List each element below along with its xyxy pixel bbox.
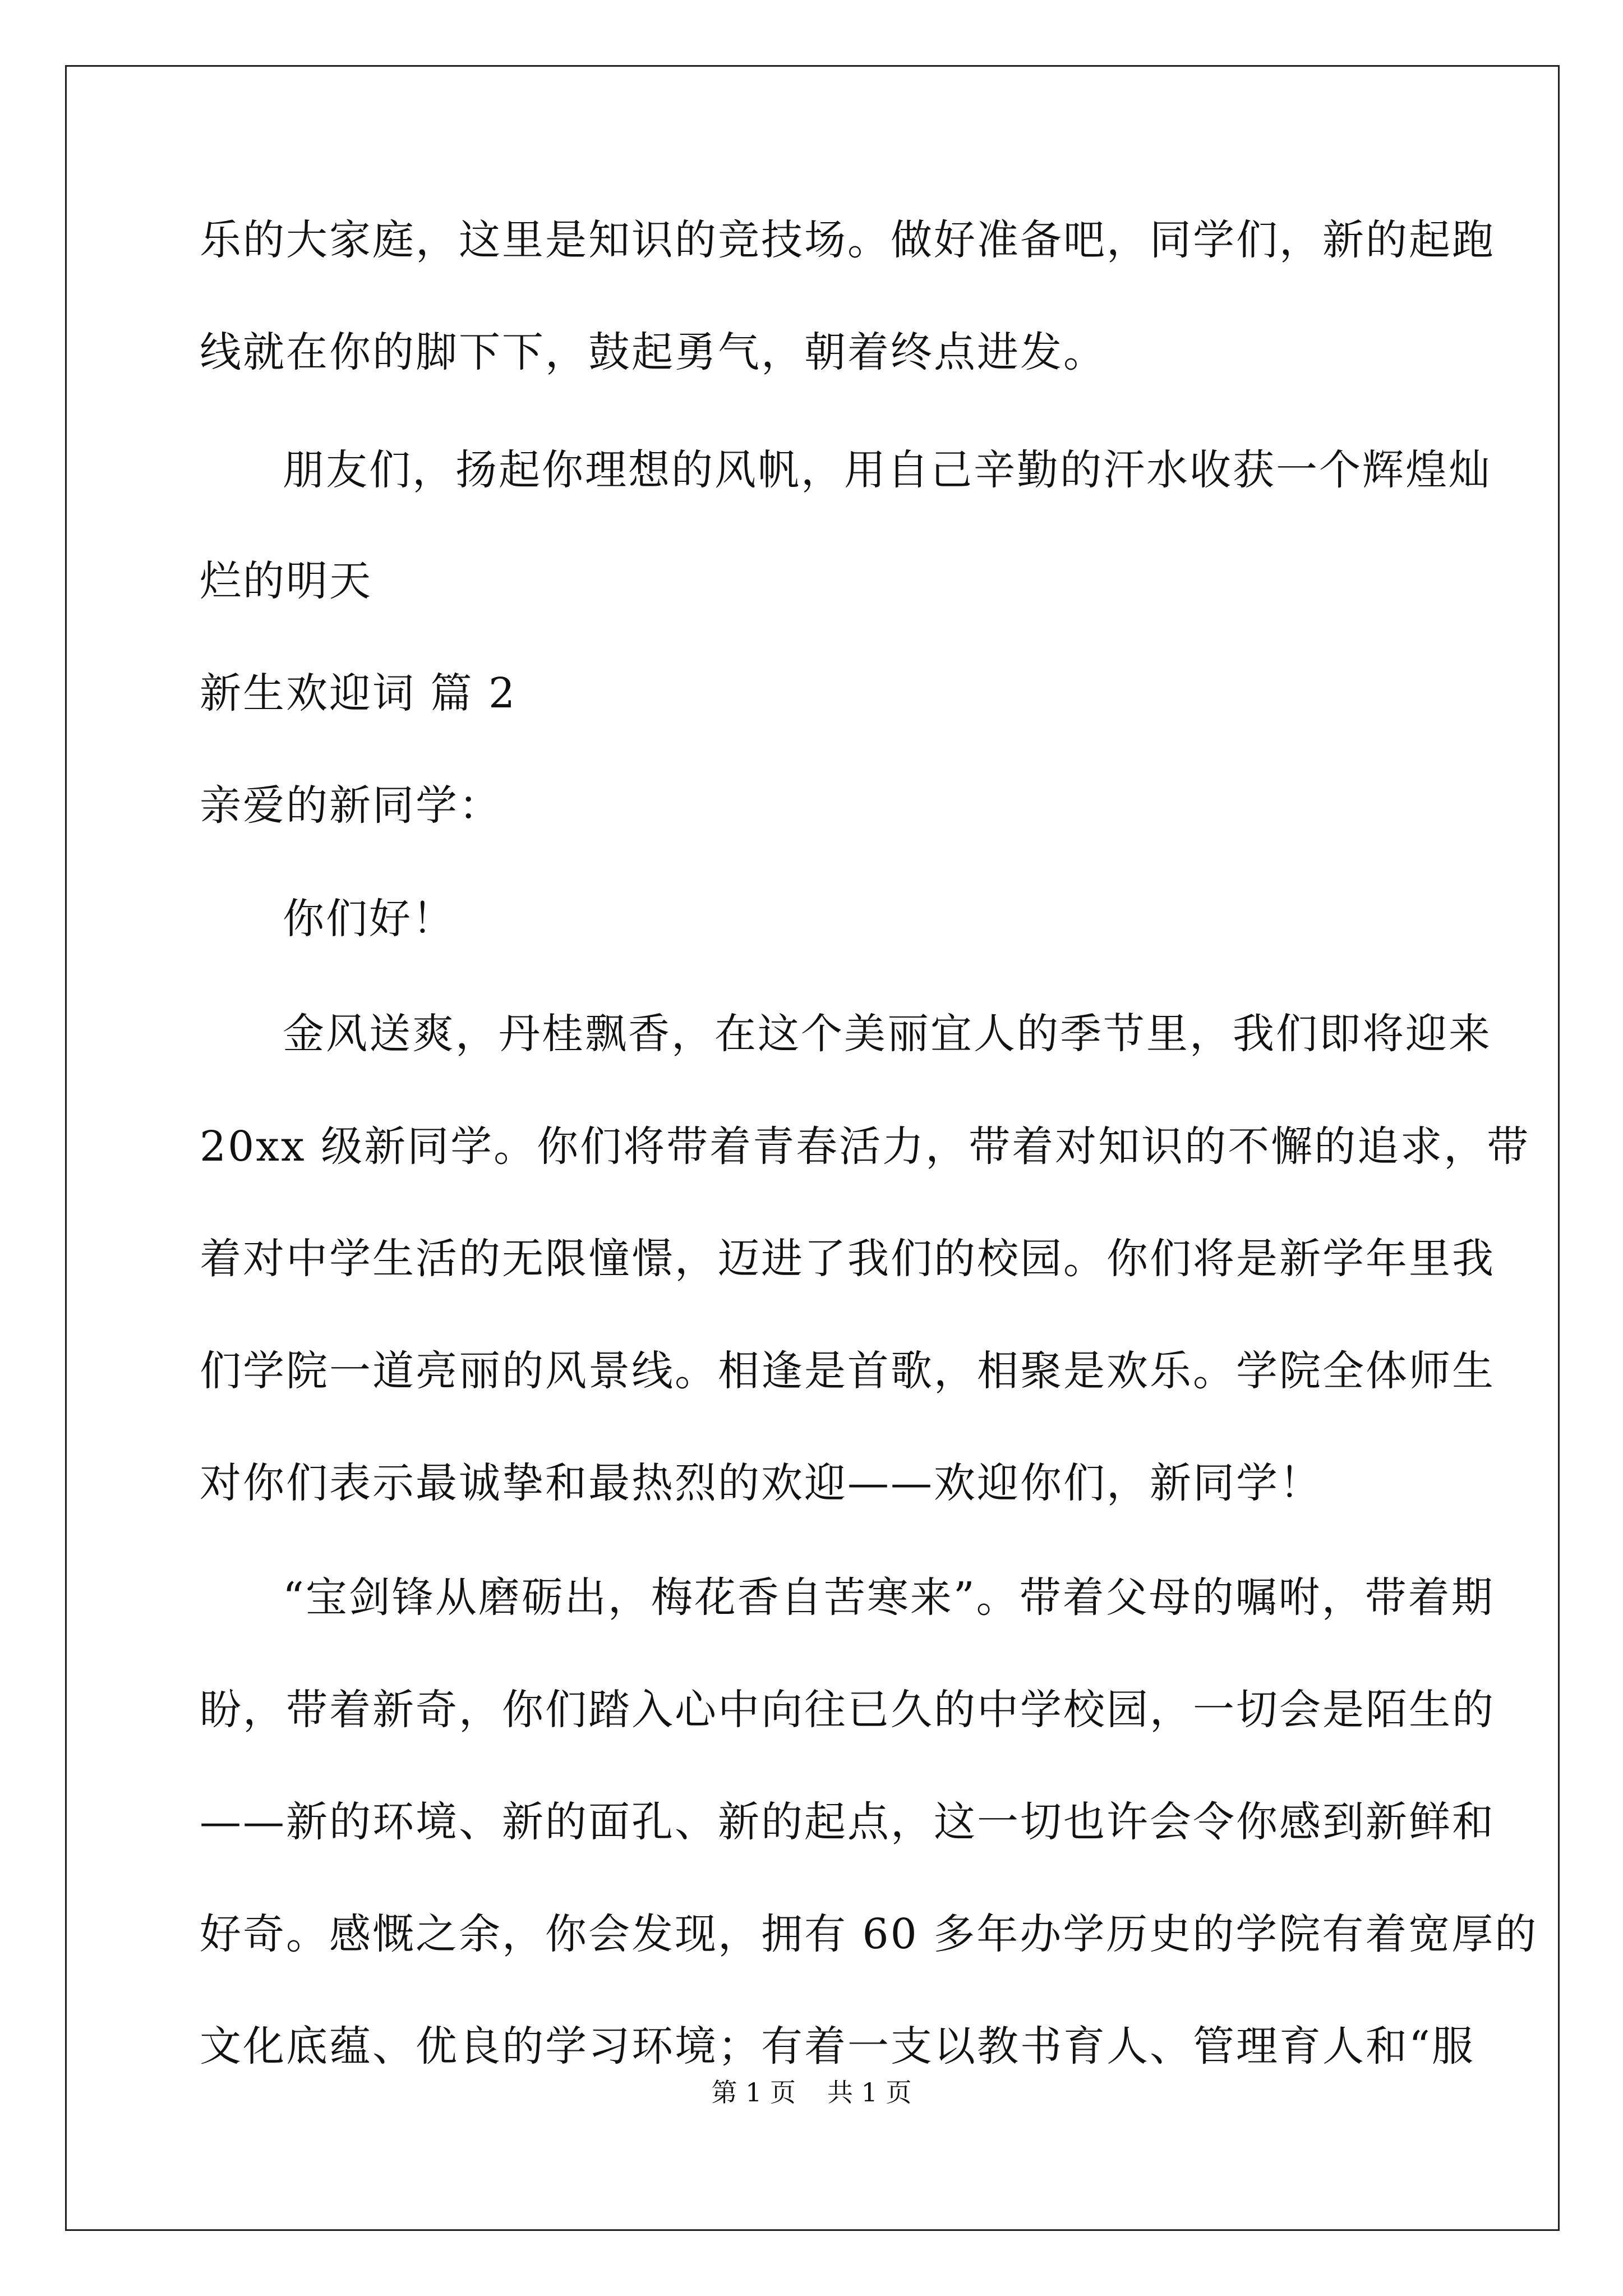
paragraph-line: 朋友们，扬起你理想的风帆，用自己辛勤的汗水收获一个辉煌灿	[283, 446, 1492, 494]
paragraph-line: 线就在你的脚下下，鼓起勇气，朝着终点进发。	[200, 328, 1106, 376]
paragraph-line: 乐的大家庭，这里是知识的竞技场。做好准备吧，同学们，新的起跑	[200, 216, 1495, 264]
paragraph-line: 盼，带着新奇，你们踏入心中向往已久的中学校园，一切会是陌生的	[200, 1686, 1495, 1734]
paragraph-line: 对你们表示最诚挚和最热烈的欢迎——欢迎你们，新同学！	[200, 1459, 1322, 1507]
paragraph-line: 金风送爽，丹桂飘香，在这个美丽宜人的季节里，我们即将迎来	[283, 1010, 1492, 1058]
salutation: 亲爱的新同学：	[200, 781, 502, 830]
paragraph-line: “宝剑锋从磨砺出，梅花香自苦寒来”。带着父母的嘱咐，带着期	[283, 1573, 1495, 1622]
section-heading: 新生欢迎词 篇 2	[200, 669, 517, 717]
page-footer	[0, 2076, 1623, 2109]
paragraph-line: 文化底蕴、优良的学习环境；有着一支以教书育人、管理育人和“服	[200, 2022, 1475, 2070]
paragraph-line: 着对中学生活的无限憧憬，迈进了我们的校园。你们将是新学年里我	[200, 1235, 1495, 1283]
paragraph-line: 们学院一道亮丽的风景线。相逢是首歌，相聚是欢乐。学院全体师生	[200, 1347, 1495, 1395]
paragraph-line: 20xx 级新同学。你们将带着青春活力，带着对知识的不懈的追求，带	[200, 1122, 1530, 1171]
paragraph-line: 烂的明天	[200, 557, 372, 605]
paragraph-line: ——新的环境、新的面孔、新的起点，这一切也许会令你感到新鲜和	[200, 1798, 1495, 1846]
page-number: 第 1 页	[711, 2077, 796, 2108]
greeting: 你们好！	[283, 895, 455, 943]
paragraph-line: 好奇。感慨之余，你会发现，拥有 60 多年办学历史的学院有着宽厚的	[200, 1910, 1538, 1958]
page-total: 共 1 页	[827, 2077, 912, 2108]
